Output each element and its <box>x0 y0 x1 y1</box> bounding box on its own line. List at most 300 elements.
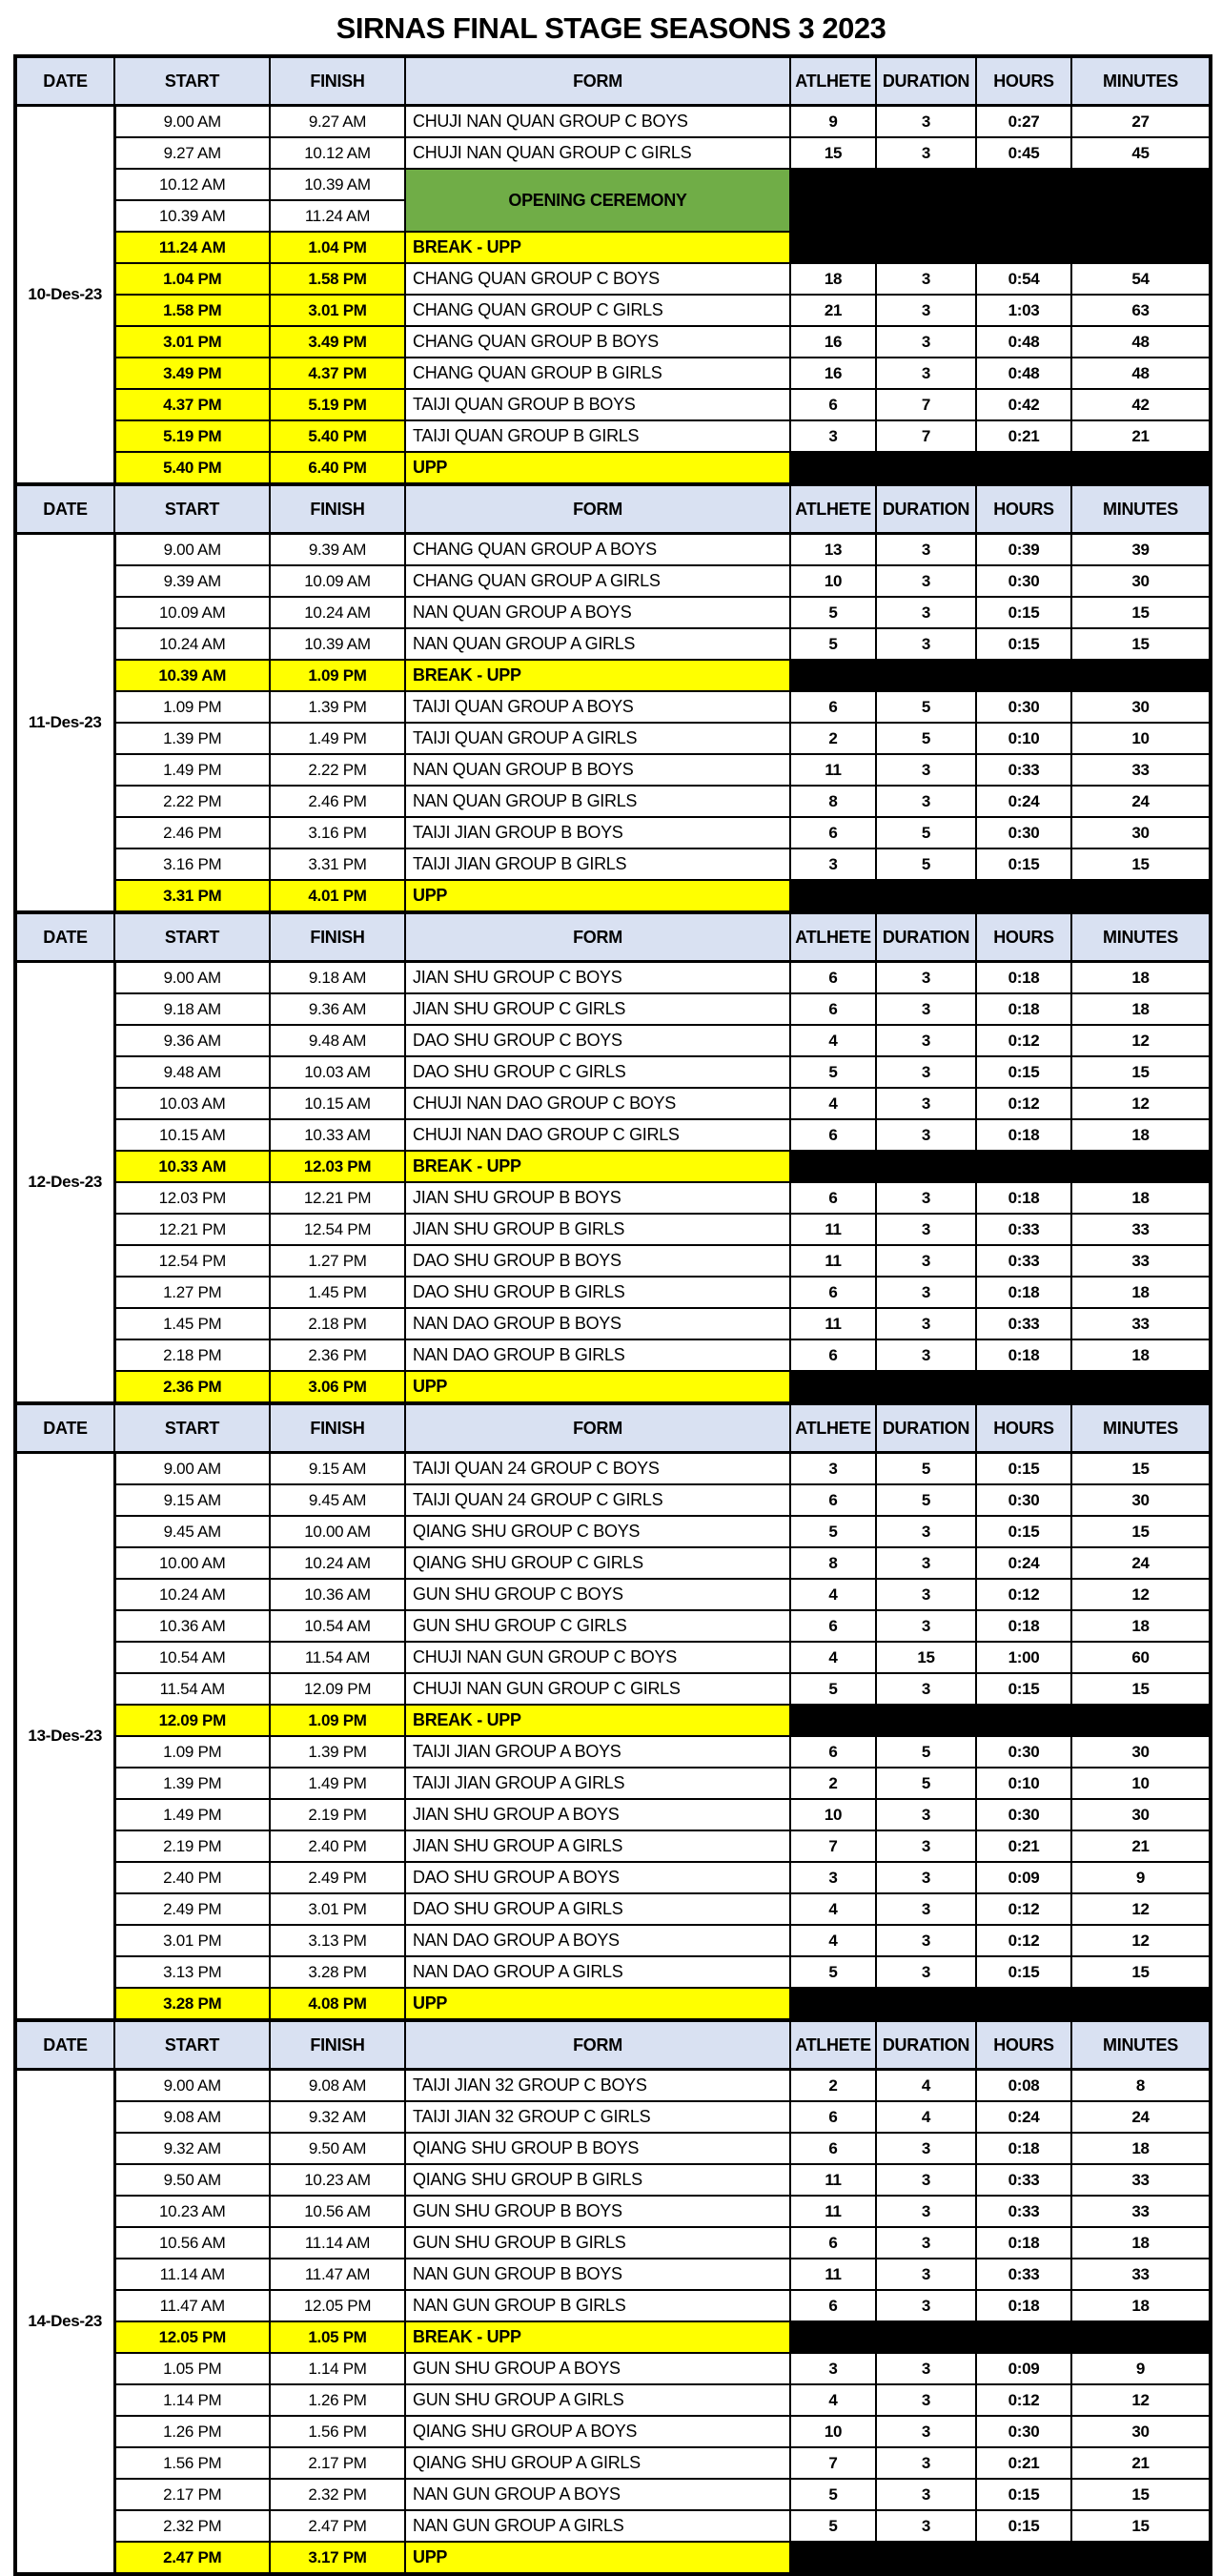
form-cell: QIANG SHU GROUP C GIRLS <box>405 1547 790 1579</box>
minutes-cell: 15 <box>1071 1516 1211 1547</box>
schedule-row <box>15 389 1211 420</box>
schedule-row <box>15 1768 1211 1799</box>
finish-cell: 2.46 PM <box>270 786 405 817</box>
minutes-cell: 30 <box>1071 565 1211 597</box>
form-cell: TAIJI JIAN GROUP B BOYS <box>405 817 790 848</box>
schedule-row <box>15 2321 1211 2353</box>
finish-cell: 10.00 AM <box>270 1516 405 1547</box>
schedule-row <box>15 2353 1211 2384</box>
hours-cell: 0:15 <box>976 1956 1071 1988</box>
schedule-row <box>15 1799 1211 1830</box>
date-cell: 14-Des-23 <box>15 2070 114 2575</box>
start-cell: 10.09 AM <box>114 597 270 628</box>
form-cell: TAIJI QUAN GROUP B GIRLS <box>405 420 790 452</box>
break-cell: BREAK - UPP <box>405 1151 790 1182</box>
minutes-cell: 33 <box>1071 1245 1211 1277</box>
minutes-cell: 30 <box>1071 1799 1211 1830</box>
hours-cell: 0:15 <box>976 1056 1071 1088</box>
athlete-cell: 5 <box>790 1056 876 1088</box>
duration-cell: 3 <box>876 1088 976 1119</box>
start-cell: 9.00 AM <box>114 534 270 566</box>
finish-cell: 3.16 PM <box>270 817 405 848</box>
athlete-cell: 7 <box>790 2447 876 2479</box>
athlete-cell: 11 <box>790 2259 876 2290</box>
column-header-hours: HOURS <box>976 2020 1071 2070</box>
start-cell: 9.50 AM <box>114 2164 270 2196</box>
start-cell: 9.36 AM <box>114 1025 270 1056</box>
finish-cell: 3.01 PM <box>270 295 405 326</box>
start-cell: 10.36 AM <box>114 1610 270 1642</box>
finish-cell: 4.08 PM <box>270 1988 405 2020</box>
athlete-cell: 6 <box>790 2133 876 2164</box>
column-header-form: FORM <box>405 484 790 534</box>
athlete-cell: 15 <box>790 137 876 169</box>
hours-cell: 0:18 <box>976 1339 1071 1371</box>
minutes-cell: 33 <box>1071 2259 1211 2290</box>
schedule-row <box>15 993 1211 1025</box>
finish-cell: 6.40 PM <box>270 452 405 484</box>
minutes-cell: 10 <box>1071 1768 1211 1799</box>
schedule-row <box>15 1025 1211 1056</box>
athlete-cell: 4 <box>790 1925 876 1956</box>
form-cell: CHANG QUAN GROUP B BOYS <box>405 326 790 358</box>
column-header-form: FORM <box>405 912 790 962</box>
blocked-cell <box>790 1371 1211 1403</box>
column-header-duration: DURATION <box>876 1403 976 1453</box>
column-header-finish: FINISH <box>270 484 405 534</box>
blocked-cell <box>790 169 1211 200</box>
finish-cell: 1.05 PM <box>270 2321 405 2353</box>
duration-cell: 3 <box>876 326 976 358</box>
hours-cell: 0:33 <box>976 2259 1071 2290</box>
form-cell: JIAN SHU GROUP A GIRLS <box>405 1830 790 1862</box>
start-cell: 12.05 PM <box>114 2321 270 2353</box>
duration-cell: 3 <box>876 1277 976 1308</box>
duration-cell: 5 <box>876 1453 976 1485</box>
start-cell: 5.19 PM <box>114 420 270 452</box>
start-cell: 3.31 PM <box>114 880 270 912</box>
duration-cell: 3 <box>876 2290 976 2321</box>
opening-ceremony-cell: OPENING CEREMONY <box>405 169 790 232</box>
minutes-cell: 60 <box>1071 1642 1211 1673</box>
hours-cell: 0:24 <box>976 2101 1071 2133</box>
hours-cell: 0:18 <box>976 1119 1071 1151</box>
duration-cell: 3 <box>876 754 976 786</box>
finish-cell: 10.24 AM <box>270 1547 405 1579</box>
schedule-row <box>15 786 1211 817</box>
finish-cell: 1.56 PM <box>270 2416 405 2447</box>
athlete-cell: 11 <box>790 1214 876 1245</box>
hours-cell: 0:21 <box>976 1830 1071 1862</box>
duration-cell: 5 <box>876 723 976 754</box>
hours-cell: 0:15 <box>976 1516 1071 1547</box>
start-cell: 9.00 AM <box>114 106 270 138</box>
form-cell: CHANG QUAN GROUP B GIRLS <box>405 358 790 389</box>
finish-cell: 5.40 PM <box>270 420 405 452</box>
hours-cell: 0:18 <box>976 993 1071 1025</box>
duration-cell: 3 <box>876 1673 976 1705</box>
start-cell: 12.54 PM <box>114 1245 270 1277</box>
schedule-row <box>15 2259 1211 2290</box>
athlete-cell: 5 <box>790 2510 876 2542</box>
schedule-row <box>15 1371 1211 1403</box>
minutes-cell: 63 <box>1071 295 1211 326</box>
column-header-minutes: MINUTES <box>1071 1403 1211 1453</box>
athlete-cell: 6 <box>790 1339 876 1371</box>
form-cell: NAN GUN GROUP A BOYS <box>405 2479 790 2510</box>
minutes-cell: 10 <box>1071 723 1211 754</box>
hours-cell: 0:33 <box>976 1214 1071 1245</box>
duration-cell: 4 <box>876 2101 976 2133</box>
form-cell: TAIJI QUAN GROUP A BOYS <box>405 691 790 723</box>
column-header-hours: HOURS <box>976 1403 1071 1453</box>
athlete-cell: 5 <box>790 1956 876 1988</box>
duration-cell: 3 <box>876 565 976 597</box>
start-cell: 10.39 AM <box>114 200 270 232</box>
schedule-row <box>15 2542 1211 2574</box>
form-cell: GUN SHU GROUP B BOYS <box>405 2196 790 2227</box>
minutes-cell: 30 <box>1071 2416 1211 2447</box>
hours-cell: 0:18 <box>976 1182 1071 1214</box>
column-header-hours: HOURS <box>976 484 1071 534</box>
hours-cell: 0:09 <box>976 1862 1071 1893</box>
start-cell: 2.32 PM <box>114 2510 270 2542</box>
schedule-row <box>15 880 1211 912</box>
schedule-row <box>15 660 1211 691</box>
blocked-cell <box>790 232 1211 263</box>
finish-cell: 9.27 AM <box>270 106 405 138</box>
start-cell: 11.14 AM <box>114 2259 270 2290</box>
finish-cell: 10.23 AM <box>270 2164 405 2196</box>
finish-cell: 10.12 AM <box>270 137 405 169</box>
column-header-duration: DURATION <box>876 484 976 534</box>
hours-cell: 0:33 <box>976 1245 1071 1277</box>
duration-cell: 3 <box>876 1214 976 1245</box>
schedule-row <box>15 1830 1211 1862</box>
start-cell: 10.39 AM <box>114 660 270 691</box>
schedule-row <box>15 420 1211 452</box>
minutes-cell: 27 <box>1071 106 1211 138</box>
hours-cell: 0:33 <box>976 1308 1071 1339</box>
athlete-cell: 4 <box>790 1088 876 1119</box>
form-cell: TAIJI JIAN GROUP B GIRLS <box>405 848 790 880</box>
hours-cell: 0:15 <box>976 2479 1071 2510</box>
start-cell: 2.47 PM <box>114 2542 270 2574</box>
form-cell: CHUJI NAN DAO GROUP C BOYS <box>405 1088 790 1119</box>
hours-cell: 0:12 <box>976 1025 1071 1056</box>
form-cell: CHUJI NAN DAO GROUP C GIRLS <box>405 1119 790 1151</box>
athlete-cell: 5 <box>790 2479 876 2510</box>
finish-cell: 9.39 AM <box>270 534 405 566</box>
start-cell: 1.09 PM <box>114 1736 270 1768</box>
form-cell: QIANG SHU GROUP B BOYS <box>405 2133 790 2164</box>
athlete-cell: 6 <box>790 962 876 994</box>
schedule-row <box>15 1956 1211 1988</box>
form-cell: CHUJI NAN GUN GROUP C GIRLS <box>405 1673 790 1705</box>
schedule-row <box>15 1245 1211 1277</box>
minutes-cell: 33 <box>1071 2196 1211 2227</box>
athlete-cell: 2 <box>790 1768 876 1799</box>
minutes-cell: 54 <box>1071 263 1211 295</box>
minutes-cell: 30 <box>1071 691 1211 723</box>
hours-cell: 0:15 <box>976 597 1071 628</box>
duration-cell: 3 <box>876 1516 976 1547</box>
schedule-row <box>15 2101 1211 2133</box>
schedule-row <box>15 295 1211 326</box>
schedule-row <box>15 263 1211 295</box>
form-cell: TAIJI JIAN 32 GROUP C BOYS <box>405 2070 790 2102</box>
start-cell: 12.03 PM <box>114 1182 270 1214</box>
column-header-minutes: MINUTES <box>1071 2020 1211 2070</box>
duration-cell: 3 <box>876 2353 976 2384</box>
start-cell: 2.17 PM <box>114 2479 270 2510</box>
form-cell: CHUJI NAN QUAN GROUP C BOYS <box>405 106 790 138</box>
finish-cell: 12.21 PM <box>270 1182 405 1214</box>
schedule-row <box>15 1516 1211 1547</box>
break-cell: BREAK - UPP <box>405 1705 790 1736</box>
duration-cell: 3 <box>876 2416 976 2447</box>
finish-cell: 3.28 PM <box>270 1956 405 1988</box>
athlete-cell: 11 <box>790 1245 876 1277</box>
minutes-cell: 30 <box>1071 817 1211 848</box>
athlete-cell: 10 <box>790 2416 876 2447</box>
form-cell: NAN GUN GROUP A GIRLS <box>405 2510 790 2542</box>
finish-cell: 2.18 PM <box>270 1308 405 1339</box>
duration-cell: 3 <box>876 1056 976 1088</box>
break-cell: BREAK - UPP <box>405 660 790 691</box>
hours-cell: 0:12 <box>976 1579 1071 1610</box>
duration-cell: 15 <box>876 1642 976 1673</box>
form-cell: NAN QUAN GROUP A BOYS <box>405 597 790 628</box>
column-header-finish: FINISH <box>270 2020 405 2070</box>
minutes-cell: 18 <box>1071 1182 1211 1214</box>
minutes-cell: 15 <box>1071 1056 1211 1088</box>
minutes-cell: 12 <box>1071 2384 1211 2416</box>
finish-cell: 1.26 PM <box>270 2384 405 2416</box>
athlete-cell: 11 <box>790 754 876 786</box>
column-header-date: DATE <box>15 2020 114 2070</box>
column-header-minutes: MINUTES <box>1071 912 1211 962</box>
minutes-cell: 12 <box>1071 1925 1211 1956</box>
duration-cell: 3 <box>876 2384 976 2416</box>
start-cell: 9.27 AM <box>114 137 270 169</box>
start-cell: 10.33 AM <box>114 1151 270 1182</box>
schedule-row <box>15 2164 1211 2196</box>
schedule-row <box>15 2416 1211 2447</box>
athlete-cell: 4 <box>790 2384 876 2416</box>
form-cell: TAIJI QUAN 24 GROUP C BOYS <box>405 1453 790 1485</box>
minutes-cell: 24 <box>1071 786 1211 817</box>
athlete-cell: 11 <box>790 2164 876 2196</box>
finish-cell: 12.54 PM <box>270 1214 405 1245</box>
minutes-cell: 48 <box>1071 358 1211 389</box>
column-header-date: DATE <box>15 484 114 534</box>
finish-cell: 9.08 AM <box>270 2070 405 2102</box>
minutes-cell: 18 <box>1071 1119 1211 1151</box>
column-header-form: FORM <box>405 2020 790 2070</box>
column-header-start: START <box>114 1403 270 1453</box>
start-cell: 1.09 PM <box>114 691 270 723</box>
finish-cell: 4.37 PM <box>270 358 405 389</box>
finish-cell: 2.47 PM <box>270 2510 405 2542</box>
finish-cell: 10.39 AM <box>270 169 405 200</box>
finish-cell: 9.48 AM <box>270 1025 405 1056</box>
athlete-cell: 6 <box>790 2227 876 2259</box>
duration-cell: 3 <box>876 1830 976 1862</box>
minutes-cell: 12 <box>1071 1579 1211 1610</box>
minutes-cell: 33 <box>1071 1214 1211 1245</box>
minutes-cell: 33 <box>1071 754 1211 786</box>
hours-cell: 0:12 <box>976 1088 1071 1119</box>
blocked-cell <box>790 2542 1211 2574</box>
blocked-cell <box>790 880 1211 912</box>
hours-cell: 0:30 <box>976 1799 1071 1830</box>
start-cell: 2.22 PM <box>114 786 270 817</box>
duration-cell: 5 <box>876 817 976 848</box>
athlete-cell: 2 <box>790 723 876 754</box>
duration-cell: 3 <box>876 1862 976 1893</box>
column-header-hours: HOURS <box>976 912 1071 962</box>
duration-cell: 3 <box>876 2447 976 2479</box>
schedule-row <box>15 1056 1211 1088</box>
start-cell: 9.15 AM <box>114 1484 270 1516</box>
header-row <box>15 912 1211 962</box>
athlete-cell: 6 <box>790 1610 876 1642</box>
schedule-row <box>15 597 1211 628</box>
schedule-row <box>15 1893 1211 1925</box>
duration-cell: 3 <box>876 358 976 389</box>
form-cell: NAN GUN GROUP B GIRLS <box>405 2290 790 2321</box>
athlete-cell: 10 <box>790 565 876 597</box>
schedule-row <box>15 106 1211 138</box>
form-cell: QIANG SHU GROUP A GIRLS <box>405 2447 790 2479</box>
date-cell: 13-Des-23 <box>15 1453 114 2021</box>
finish-cell: 9.45 AM <box>270 1484 405 1516</box>
schedule-row <box>15 2196 1211 2227</box>
schedule-row <box>15 1736 1211 1768</box>
start-cell: 1.27 PM <box>114 1277 270 1308</box>
finish-cell: 3.31 PM <box>270 848 405 880</box>
hours-cell: 0:18 <box>976 2290 1071 2321</box>
duration-cell: 5 <box>876 691 976 723</box>
column-header-date: DATE <box>15 912 114 962</box>
start-cell: 1.45 PM <box>114 1308 270 1339</box>
finish-cell: 2.32 PM <box>270 2479 405 2510</box>
form-cell: NAN DAO GROUP B GIRLS <box>405 1339 790 1371</box>
athlete-cell: 5 <box>790 597 876 628</box>
athlete-cell: 3 <box>790 848 876 880</box>
athlete-cell: 6 <box>790 1119 876 1151</box>
schedule-row <box>15 2290 1211 2321</box>
finish-cell: 10.56 AM <box>270 2196 405 2227</box>
start-cell: 1.58 PM <box>114 295 270 326</box>
start-cell: 3.13 PM <box>114 1956 270 1988</box>
finish-cell: 12.05 PM <box>270 2290 405 2321</box>
column-header-finish: FINISH <box>270 1403 405 1453</box>
column-header-date: DATE <box>15 1403 114 1453</box>
schedule-row <box>15 358 1211 389</box>
minutes-cell: 18 <box>1071 2227 1211 2259</box>
hours-cell: 0:45 <box>976 137 1071 169</box>
athlete-cell: 21 <box>790 295 876 326</box>
form-cell: JIAN SHU GROUP B BOYS <box>405 1182 790 1214</box>
finish-cell: 10.03 AM <box>270 1056 405 1088</box>
finish-cell: 1.27 PM <box>270 1245 405 1277</box>
minutes-cell: 12 <box>1071 1893 1211 1925</box>
form-cell: TAIJI JIAN 32 GROUP C GIRLS <box>405 2101 790 2133</box>
break-cell: BREAK - UPP <box>405 232 790 263</box>
schedule-row <box>15 1214 1211 1245</box>
finish-cell: 10.54 AM <box>270 1610 405 1642</box>
athlete-cell: 16 <box>790 326 876 358</box>
form-cell: CHANG QUAN GROUP A BOYS <box>405 534 790 566</box>
minutes-cell: 33 <box>1071 2164 1211 2196</box>
minutes-cell: 21 <box>1071 2447 1211 2479</box>
finish-cell: 2.40 PM <box>270 1830 405 1862</box>
minutes-cell: 8 <box>1071 2070 1211 2102</box>
start-cell: 2.49 PM <box>114 1893 270 1925</box>
minutes-cell: 18 <box>1071 962 1211 994</box>
finish-cell: 9.18 AM <box>270 962 405 994</box>
duration-cell: 3 <box>876 597 976 628</box>
minutes-cell: 42 <box>1071 389 1211 420</box>
start-cell: 10.24 AM <box>114 1579 270 1610</box>
duration-cell: 3 <box>876 1025 976 1056</box>
column-header-start: START <box>114 56 270 106</box>
hours-cell: 0:15 <box>976 1673 1071 1705</box>
hours-cell: 0:48 <box>976 358 1071 389</box>
form-cell: GUN SHU GROUP B GIRLS <box>405 2227 790 2259</box>
schedule-row <box>15 2479 1211 2510</box>
athlete-cell: 6 <box>790 389 876 420</box>
hours-cell: 0:18 <box>976 962 1071 994</box>
start-cell: 1.14 PM <box>114 2384 270 2416</box>
hours-cell: 0:18 <box>976 1277 1071 1308</box>
form-cell: TAIJI JIAN GROUP A BOYS <box>405 1736 790 1768</box>
header-row <box>15 2020 1211 2070</box>
start-cell: 2.19 PM <box>114 1830 270 1862</box>
column-header-atlhete: ATLHETE <box>790 56 876 106</box>
upp-cell: UPP <box>405 1371 790 1403</box>
athlete-cell: 6 <box>790 993 876 1025</box>
duration-cell: 3 <box>876 1119 976 1151</box>
minutes-cell: 39 <box>1071 534 1211 566</box>
finish-cell: 12.03 PM <box>270 1151 405 1182</box>
minutes-cell: 21 <box>1071 1830 1211 1862</box>
date-cell: 10-Des-23 <box>15 106 114 485</box>
schedule-row <box>15 1088 1211 1119</box>
hours-cell: 0:33 <box>976 2196 1071 2227</box>
athlete-cell: 16 <box>790 358 876 389</box>
hours-cell: 0:09 <box>976 2353 1071 2384</box>
start-cell: 10.23 AM <box>114 2196 270 2227</box>
start-cell: 3.28 PM <box>114 1988 270 2020</box>
schedule-row <box>15 1988 1211 2020</box>
duration-cell: 3 <box>876 2227 976 2259</box>
form-cell: NAN QUAN GROUP B BOYS <box>405 754 790 786</box>
athlete-cell: 6 <box>790 1736 876 1768</box>
start-cell: 1.56 PM <box>114 2447 270 2479</box>
start-cell: 10.12 AM <box>114 169 270 200</box>
schedule-row <box>15 2384 1211 2416</box>
hours-cell: 0:30 <box>976 817 1071 848</box>
minutes-cell: 18 <box>1071 1339 1211 1371</box>
finish-cell: 10.33 AM <box>270 1119 405 1151</box>
duration-cell: 3 <box>876 1893 976 1925</box>
column-header-atlhete: ATLHETE <box>790 2020 876 2070</box>
start-cell: 1.04 PM <box>114 263 270 295</box>
form-cell: JIAN SHU GROUP C BOYS <box>405 962 790 994</box>
